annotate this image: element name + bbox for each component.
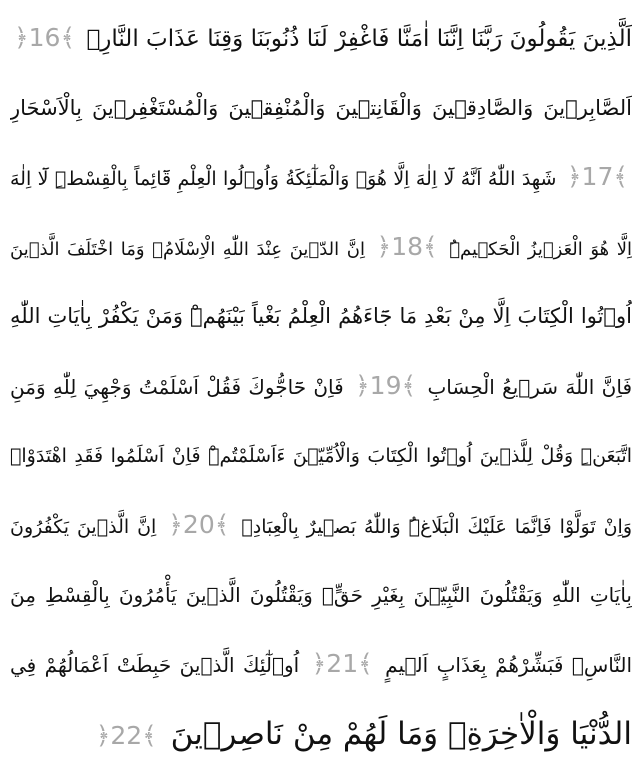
verse-line — [10, 704, 632, 764]
verse-line — [10, 495, 632, 555]
verse-text: فَاِنَّ اللّٰهَ سَر۪يعُ الْحِسَابِ — [427, 374, 632, 399]
ayah-number-marker: ﴿22﴾ — [95, 720, 157, 750]
verse-text: اَلَّذِينَ يَقُولُونَ رَبَّنَا اِنَّنَا اٰمَنَّا فَاغْفِرْ لَنَا ذُنُوبَنَا وَقِنَا عَذَابَ النَّارِۚ — [86, 26, 632, 52]
verse-line — [10, 356, 632, 416]
verse-line — [10, 634, 632, 694]
verse-text: اُو۬لٰٓئِكَ الَّذ۪ينَ حَبِطَتْ اَعْمَالُهُمْ فِي — [10, 653, 300, 678]
ayah-number-marker: ﴿16﴾ — [14, 23, 76, 52]
ayah-number-marker: ﴿20﴾ — [168, 510, 230, 540]
verse-line — [10, 78, 632, 138]
verse-text: الدُّنْيَا وَالْاٰخِرَةِۘ وَمَا لَهُمْ مِنْ نَاصِر۪ينَ — [170, 715, 632, 752]
verse-line — [10, 8, 632, 68]
verse-line — [10, 147, 632, 207]
verse-text: شَهِدَ اللّٰهُ اَنَّهُ لَٓا اِلٰهَ اِلَّا هُوَۙ وَالْمَلٰٓئِكَةُ وَاُو۬لُوا الْعِلْمِ قَٓائِماً بِالْقِسْطِۜ لَٓا اِلٰهَ — [10, 168, 557, 191]
verse-text: اِنَّ الَّذ۪ينَ يَكْفُرُونَ — [10, 516, 157, 539]
ayah-number-marker: ﴿19﴾ — [355, 370, 417, 400]
verse-text: اِنَّ الدّ۪ينَ عِنْدَ اللّٰهِ الْاِسْلَامُ۠ وَمَا اخْتَلَفَ الَّذ۪ينَ — [10, 238, 365, 260]
verse-line — [10, 217, 632, 277]
verse-text: فَاِنْ حَٓاجُّوكَ فَقُلْ اَسْلَمْتُ وَجْهِيَ لِلّٰهِ وَمَنِ — [10, 374, 344, 399]
verse-line — [10, 286, 632, 346]
verse-text: اُو۫تُوا الْكِتَابَ اِلَّا مِنْ بَعْدِ مَا جَٓاءَهُمُ الْعِلْمُ بَغْياً بَيْنَهُمْۜ وَمَنْ يَكْفُرْ بِاٰيَاتِ اللّٰهِ — [10, 304, 632, 329]
ayah-number-marker: ﴿21﴾ — [311, 649, 373, 679]
verse-text: وَاِنْ تَوَلَّوْا فَاِنَّمَا عَلَيْكَ الْبَلَاغُۜ وَاللّٰهُ بَص۪يرٌ بِالْعِبَادِ۟ — [241, 516, 632, 539]
verse-text: اَلصَّابِر۪ينَ وَالصَّادِق۪ينَ وَالْقَانِت۪ينَ وَالْمُنْفِق۪ينَ وَالْمُسْتَغْفِر۪ينَ بِالْاَسْحَارِ — [10, 95, 632, 120]
ayah-number-marker: ﴿18﴾ — [376, 231, 438, 261]
verse-text: بِاٰيَاتِ اللّٰهِ وَيَقْتُلُونَ النَّبِيّ۪نَ بِغَيْرِ حَقٍّۙ وَيَقْتُلُونَ الَّذ۪ينَ يَأْمُرُونَ بِالْقِسْطِ مِنَ — [10, 582, 632, 607]
verse-text: اتَّبَعَنِۜ وَقُلْ لِلَّذ۪ينَ اُو۫تُوا الْكِتَابَ وَالْاُمِّيّ۪نَ ءَاَسْلَمْتُمْۜ فَاِنْ اَسْلَمُوا فَقَدِ اهْتَدَوْاۚ — [10, 444, 632, 467]
verse-text: النَّاسِۙ فَبَشِّرْهُمْ بِعَذَابٍ اَل۪يمٍ — [385, 653, 632, 678]
verse-line — [10, 565, 632, 625]
verse-text: اِلَّا هُوَ الْعَز۪يزُ الْحَك۪يمُۜ — [449, 238, 632, 260]
ayah-number-marker: ﴿17﴾ — [566, 162, 628, 192]
verse-line — [10, 426, 632, 486]
